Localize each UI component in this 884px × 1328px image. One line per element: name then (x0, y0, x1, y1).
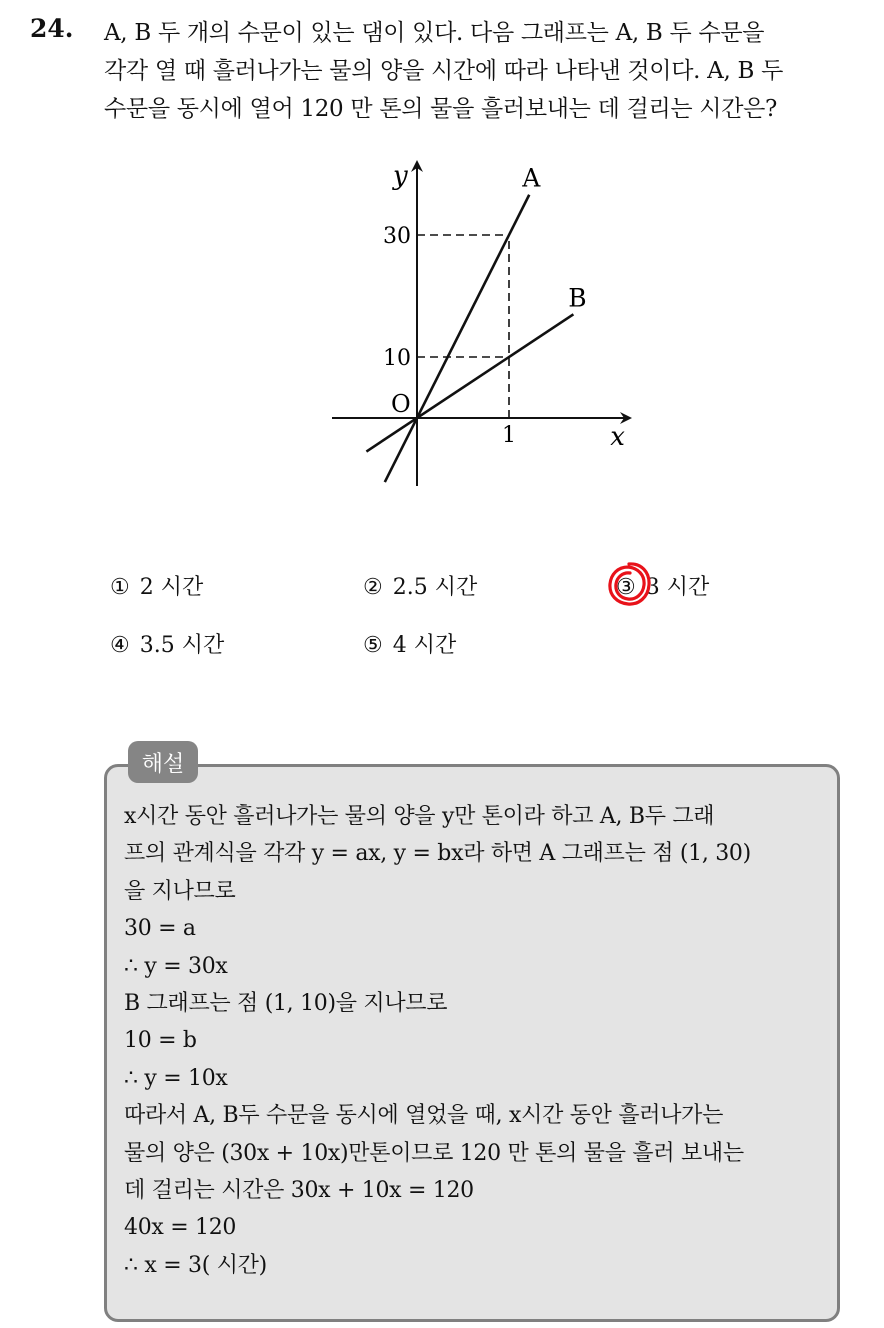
solution-line: 프의 관계식을 각각 y = ax, y = bx라 하면 A 그래프는 점 (1, 30) (124, 841, 751, 867)
choice-number: ③ (616, 575, 636, 600)
y-tick-label: 30 (383, 224, 411, 249)
solution-text (124, 798, 832, 1284)
question-text (104, 14, 874, 128)
solution-line: ∴ y = 10x (124, 1065, 228, 1091)
question-line: 수문을 동시에 열어 120 만 톤의 물을 흘러보내는 데 걸리는 시간은? (104, 96, 778, 122)
solution-line: 30 = a (124, 916, 196, 942)
choice-text: 3.5 시간 (139, 633, 225, 658)
series-line-b (366, 314, 573, 451)
x-tick-label: 1 (502, 423, 516, 448)
choice-2[interactable] (363, 570, 477, 601)
choice-number: ④ (110, 633, 130, 658)
choice-text: 2.5 시간 (392, 575, 478, 600)
solution-line: 데 걸리는 시간은 30x + 10x = 120 (124, 1178, 474, 1204)
question-line: A, B 두 개의 수문이 있는 댐이 있다. 다음 그래프는 A, B 두 수문을 (104, 20, 765, 46)
question-line: 각각 열 때 흘러나가는 물의 양을 시간에 따라 나타낸 것이다. A, B 두 (104, 58, 784, 84)
series-label-a: A (522, 163, 541, 193)
choice-number: ⑤ (363, 633, 383, 658)
line-graph (320, 150, 640, 495)
choice-1[interactable] (110, 570, 203, 601)
choice-5[interactable] (363, 628, 456, 659)
solution-line: 10 = b (124, 1028, 197, 1054)
solution-line: ∴ x = 3( 시간) (124, 1252, 267, 1278)
choice-number: ① (110, 575, 130, 600)
answer-circle-mark (604, 560, 654, 610)
series-label-b: B (568, 283, 587, 313)
solution-line: 을 지나므로 (124, 878, 236, 904)
y-axis-label: y (393, 161, 408, 191)
solution-line: 따라서 A, B두 수문을 동시에 열었을 때, x시간 동안 흘러나가는 (124, 1103, 724, 1129)
solution-line: 40x = 120 (124, 1215, 237, 1241)
choice-4[interactable] (110, 628, 224, 659)
x-axis-label: x (610, 422, 625, 452)
choice-text: 3 시간 (645, 575, 710, 600)
solution-tag: 해설 (128, 741, 198, 783)
solution-line: ∴ y = 30x (124, 953, 228, 979)
y-tick-label: 10 (383, 346, 411, 371)
choice-text: 4 시간 (392, 633, 457, 658)
solution-line: B 그래프는 점 (1, 10)을 지나므로 (124, 991, 448, 1017)
question-number: 24. (30, 14, 74, 43)
solution-line: x시간 동안 흘러나가는 물의 양을 y만 톤이라 하고 A, B두 그래 (124, 804, 715, 829)
solution-line: 물의 양은 (30x + 10x)만톤이므로 120 만 톤의 물을 흘러 보내는 (124, 1140, 744, 1166)
choice-number: ② (363, 575, 383, 600)
choice-text: 2 시간 (139, 575, 204, 600)
origin-label: O (391, 390, 411, 418)
